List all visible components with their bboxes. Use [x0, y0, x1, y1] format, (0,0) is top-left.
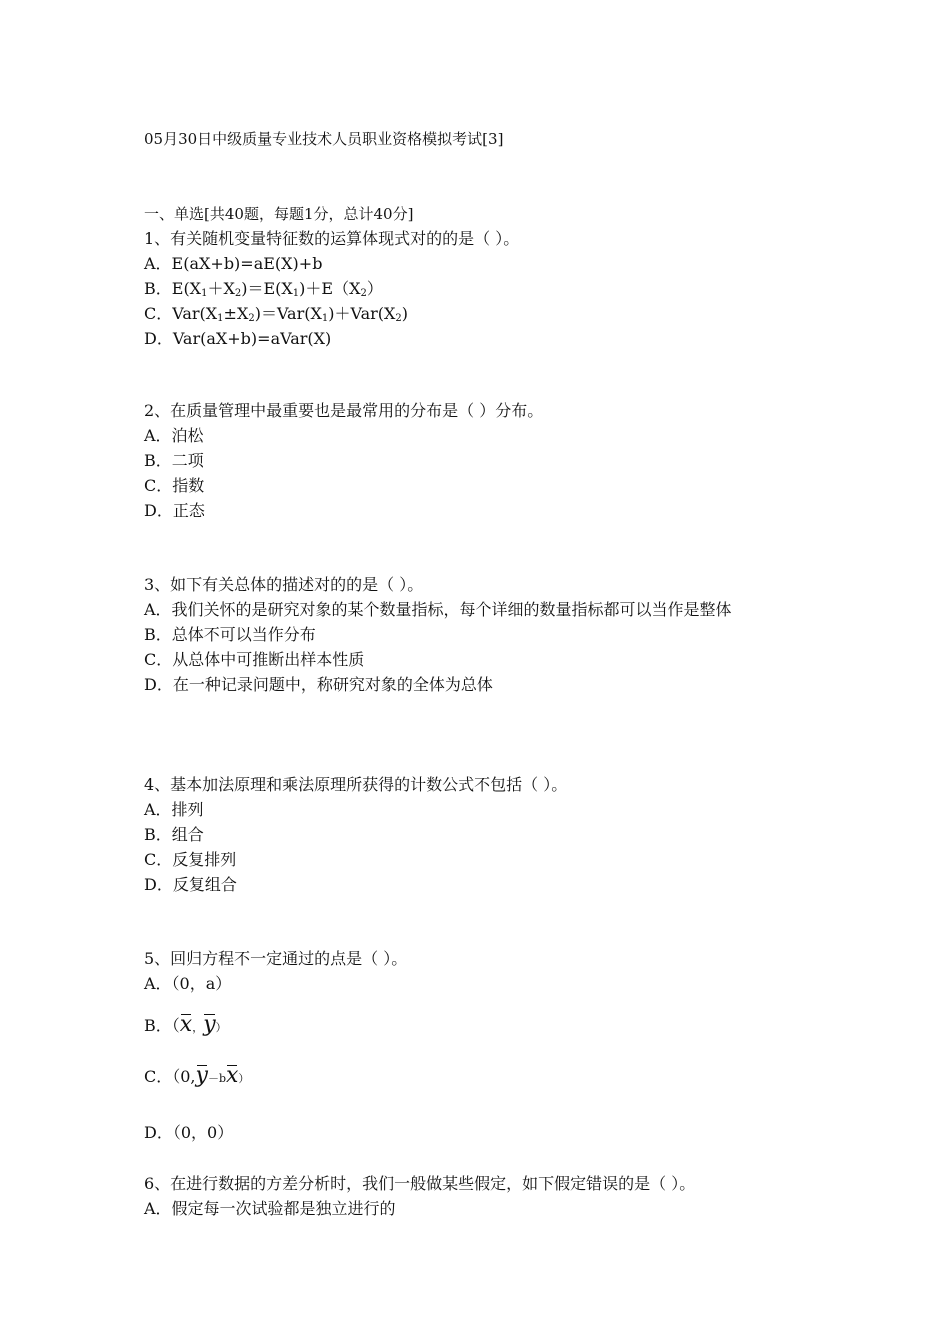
y-bar-symbol: y: [195, 1063, 208, 1088]
question-5-option-b: B．（ x， y）: [144, 1012, 227, 1037]
question-1-option-b: B．$E(X_1+X_2)=E(X_1)+E(X_2)$: [144, 279, 383, 299]
question-2-option-c: C．指数: [144, 476, 205, 495]
question-1-stem: 1、有关随机变量特征数的运算体现式对的的是（ ）。: [144, 229, 520, 248]
question-2-option-a: A．泊松: [144, 426, 204, 445]
question-4-option-c: C．反复排列: [144, 850, 237, 869]
question-1-option-c: C．$Var(X_1\pm X_2)=Var(X_1)+Var(X_2)$: [144, 304, 409, 324]
question-2-option-b: B．二项: [144, 451, 204, 470]
question-3-option-c: C．从总体中可推断出样本性质: [144, 650, 365, 669]
question-2-option-d: D．正态: [144, 501, 205, 520]
question-4: [144, 772, 824, 897]
question-3: [144, 572, 824, 697]
question-6-option-a: A．假定每一次试验都是独立进行的: [144, 1199, 396, 1218]
question-5-stem: 5、回归方程不一定通过的点是（ ）。: [144, 949, 408, 968]
question-3-option-a: A．我们关怀的是研究对象的某个数量指标，每个详细的数量指标都可以当作是整体: [144, 600, 732, 619]
question-4-option-a: A．排列: [144, 800, 204, 819]
question-5-option-a: A．（0，a）: [144, 974, 232, 993]
y-bar-symbol: y: [203, 1012, 216, 1037]
question-3-stem: 3、如下有关总体的描述对的的是（ ）。: [144, 575, 424, 594]
question-4-stem: 4、基本加法原理和乘法原理所获得的计数公式不包括（ ）。: [144, 775, 568, 794]
question-5-option-d: D．（0，0）: [144, 1123, 234, 1142]
question-2-stem: 2、在质量管理中最重要也是最常用的分布是（ ）分布。: [144, 401, 544, 420]
x-bar-symbol: x: [226, 1063, 239, 1088]
question-1-option-a: A．E(aX+b)=aE(X)+b: [144, 254, 323, 273]
question-4-option-b: B．组合: [144, 825, 204, 844]
question-1: [144, 226, 824, 351]
question-5: [144, 946, 824, 1142]
question-3-option-d: D．在一种记录问题中，称研究对象的全体为总体: [144, 675, 493, 694]
question-1-option-d: D．Var(aX+b)=aVar(X): [144, 329, 332, 348]
section-heading: 一、单选[共40题，每题1分，总计40分]: [144, 205, 414, 223]
document-title: 05月30日中级质量专业技术人员职业资格模拟考试[3]: [144, 130, 504, 148]
question-6-stem: 6、在进行数据的方差分析时，我们一般做某些假定，如下假定错误的是（ ）。: [144, 1174, 696, 1193]
question-2: [144, 398, 824, 523]
question-5-option-c: C．（0, y－b x）: [144, 1063, 250, 1088]
question-3-option-b: B．总体不可以当作分布: [144, 625, 316, 644]
question-4-option-d: D．反复组合: [144, 875, 237, 894]
question-6: [144, 1171, 824, 1221]
x-bar-symbol: x: [179, 1012, 193, 1037]
